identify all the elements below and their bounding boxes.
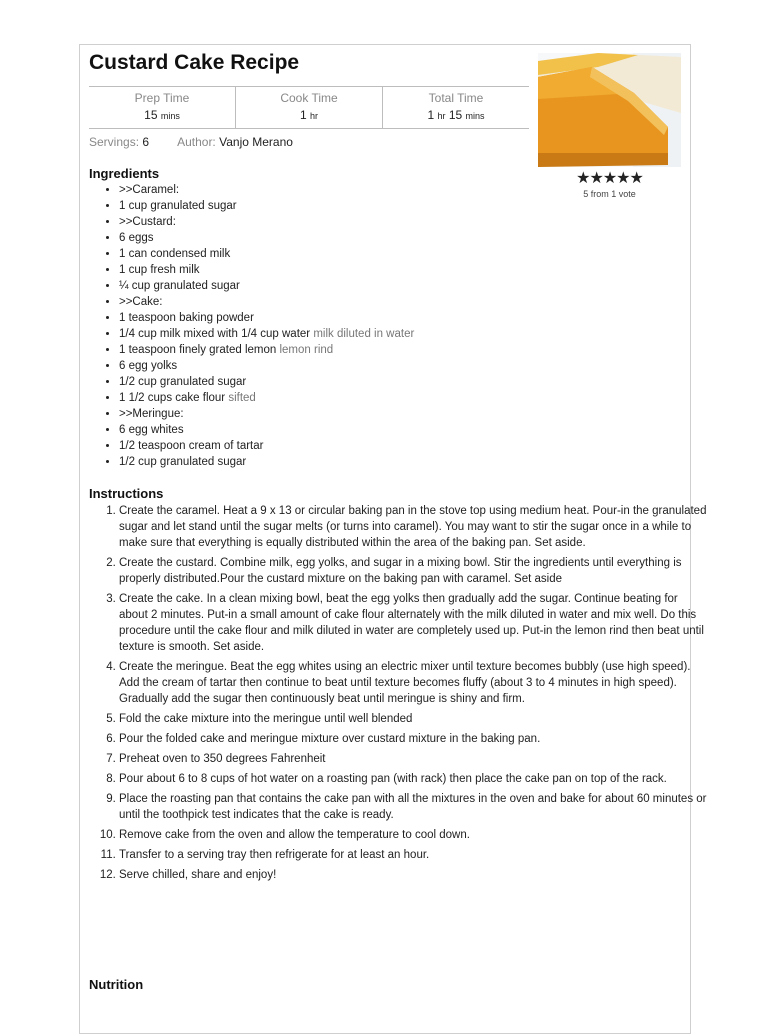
recipe-title: Custard Cake Recipe [89, 51, 300, 74]
instruction-step: 2. Create the custard. Combine milk, egg yolks, and sugar in a mixing bowl. Stir the ingredients until everything is properly distributed.Pour the custard mixture on the baking pan with caramel. Set aside [119, 555, 709, 587]
ingredient-text: 1 cup fresh milk [119, 264, 200, 276]
ingredient-note: lemon rind [279, 344, 334, 356]
prep-time [89, 87, 235, 128]
ingredient-note: milk diluted in water [313, 328, 415, 340]
cook-time-label: Cook Time [280, 91, 338, 105]
ingredient-text: 6 egg yolks [119, 360, 178, 372]
nutrition-heading: Nutrition [89, 977, 144, 992]
instruction-step: 10. Remove cake from the oven and allow the temperature to cool down. [119, 827, 709, 843]
instruction-step: 11. Transfer to a serving tray then refrigerate for at least an hour. [119, 847, 709, 863]
ingredient-text: >>Cake: [119, 296, 163, 308]
instruction-step: 12. Serve chilled, share and enjoy! [119, 867, 709, 883]
ingredient-item [119, 278, 414, 294]
servings-value: 6 [142, 135, 150, 149]
ingredient-text: 6 eggs [119, 232, 154, 244]
ingredient-item [119, 310, 414, 326]
ingredient-item [119, 358, 414, 374]
ingredient-text: 6 egg whites [119, 424, 184, 436]
ingredient-item [119, 214, 414, 230]
total-time-value: 1 hr 15 mins [427, 108, 485, 122]
ingredient-item [119, 374, 414, 390]
ingredient-text: 1/2 cup granulated sugar [119, 456, 247, 468]
ingredient-item [119, 182, 414, 198]
ingredient-text: 1 1/2 cups cake flour [119, 392, 226, 404]
ingredient-text: ¼ cup granulated sugar [119, 280, 240, 292]
ingredient-note: sifted [228, 392, 256, 404]
ingredient-text: >>Custard: [119, 216, 176, 228]
ingredient-text: >>Caramel: [119, 184, 180, 196]
ingredient-item [119, 406, 414, 422]
cook-time [235, 87, 382, 128]
ingredient-item [119, 422, 414, 438]
total-time-label: Total Time [428, 91, 484, 105]
ingredient-item [119, 198, 414, 214]
instruction-step: 8. Pour about 6 to 8 cups of hot water on a roasting pan (with rack) then place the cake pan on top of the rack. [119, 771, 709, 787]
servings-label: Servings: [89, 135, 140, 149]
prep-time-value: 15 mins [144, 108, 180, 122]
recipe-photo [538, 53, 681, 167]
cook-time-value: 1 hr [299, 108, 319, 122]
ingredient-text: 1 teaspoon finely grated lemon [119, 344, 277, 356]
instruction-step: 7. Preheat oven to 350 degrees Fahrenheit [119, 751, 709, 767]
ingredient-text: 1 teaspoon baking powder [119, 312, 254, 324]
ingredient-text: 1 cup granulated sugar [119, 200, 237, 212]
ingredient-item [119, 454, 414, 470]
ingredient-item [119, 342, 414, 358]
rating-votes: 5 from 1 vote [583, 189, 636, 199]
ingredients-heading: Ingredients [89, 166, 160, 181]
instruction-step: 1. Create the caramel. Heat a 9 x 13 or circular baking pan in the stove top using medium heat. Pour-in the granulated sugar and let stand until the sugar melts (or turns into caramel). You may want to stir the sugar once in a while to make sure that everything is equally distributed within the area of the baking pan. Set aside. [119, 503, 709, 551]
ingredient-item [119, 390, 414, 406]
ingredient-item [119, 246, 414, 262]
ingredient-text: 1/2 teaspoon cream of tartar [119, 440, 264, 452]
ingredient-item [119, 230, 414, 246]
rating-stars-icon[interactable]: ★★★★★ [576, 170, 643, 187]
author-name[interactable]: Vanjo Merano [219, 135, 293, 149]
ingredient-text: 1 can condensed milk [119, 248, 231, 260]
instruction-step: 3. Create the cake. In a clean mixing bowl, beat the egg yolks then gradually add the sugar. Continue beating for about 2 minutes. Put-in a small amount of cake flour alternately with the milk diluted in water and mix well. Do this procedure until the cake flour and milk diluted in water are completely used up. Put-in the lemon rind then beat until texture is smooth. Set aside. [119, 591, 709, 655]
total-time [382, 87, 529, 128]
custard-cake-image [538, 53, 681, 167]
ingredient-item [119, 294, 414, 310]
prep-time-label: Prep Time [134, 91, 190, 105]
instruction-step: 6. Pour the folded cake and meringue mixture over custard mixture in the baking pan. [119, 731, 709, 747]
ingredient-item [119, 326, 414, 342]
recipe-rating [538, 170, 681, 199]
instruction-step: 5. Fold the cake mixture into the meringue until well blended [119, 711, 709, 727]
ingredient-item [119, 438, 414, 454]
author-label: Author: [177, 135, 216, 149]
ingredients-list [89, 182, 414, 470]
instructions-list [89, 503, 709, 887]
instruction-step: 4. Create the meringue. Beat the egg whites using an electric mixer until texture becomes bubbly (use high speed). Add the cream of tartar then continue to beat until texture becomes fluffy (about 3 to 4 minutes in high speed). Gradually add the sugar then continuously beat until meringue is shiny and firm. [119, 659, 709, 707]
instructions-heading: Instructions [89, 486, 164, 501]
recipe-times [89, 86, 529, 129]
ingredient-text: >>Meringue: [119, 408, 184, 420]
ingredient-text: 1/2 cup granulated sugar [119, 376, 247, 388]
ingredient-item [119, 262, 414, 278]
ingredient-text: 1/4 cup milk mixed with 1/4 cup water [119, 328, 311, 340]
recipe-meta [89, 135, 293, 149]
instruction-step: 9. Place the roasting pan that contains the cake pan with all the mixtures in the oven and bake for about 60 minutes or until the toothpick test indicates that the cake is ready. [119, 791, 709, 823]
